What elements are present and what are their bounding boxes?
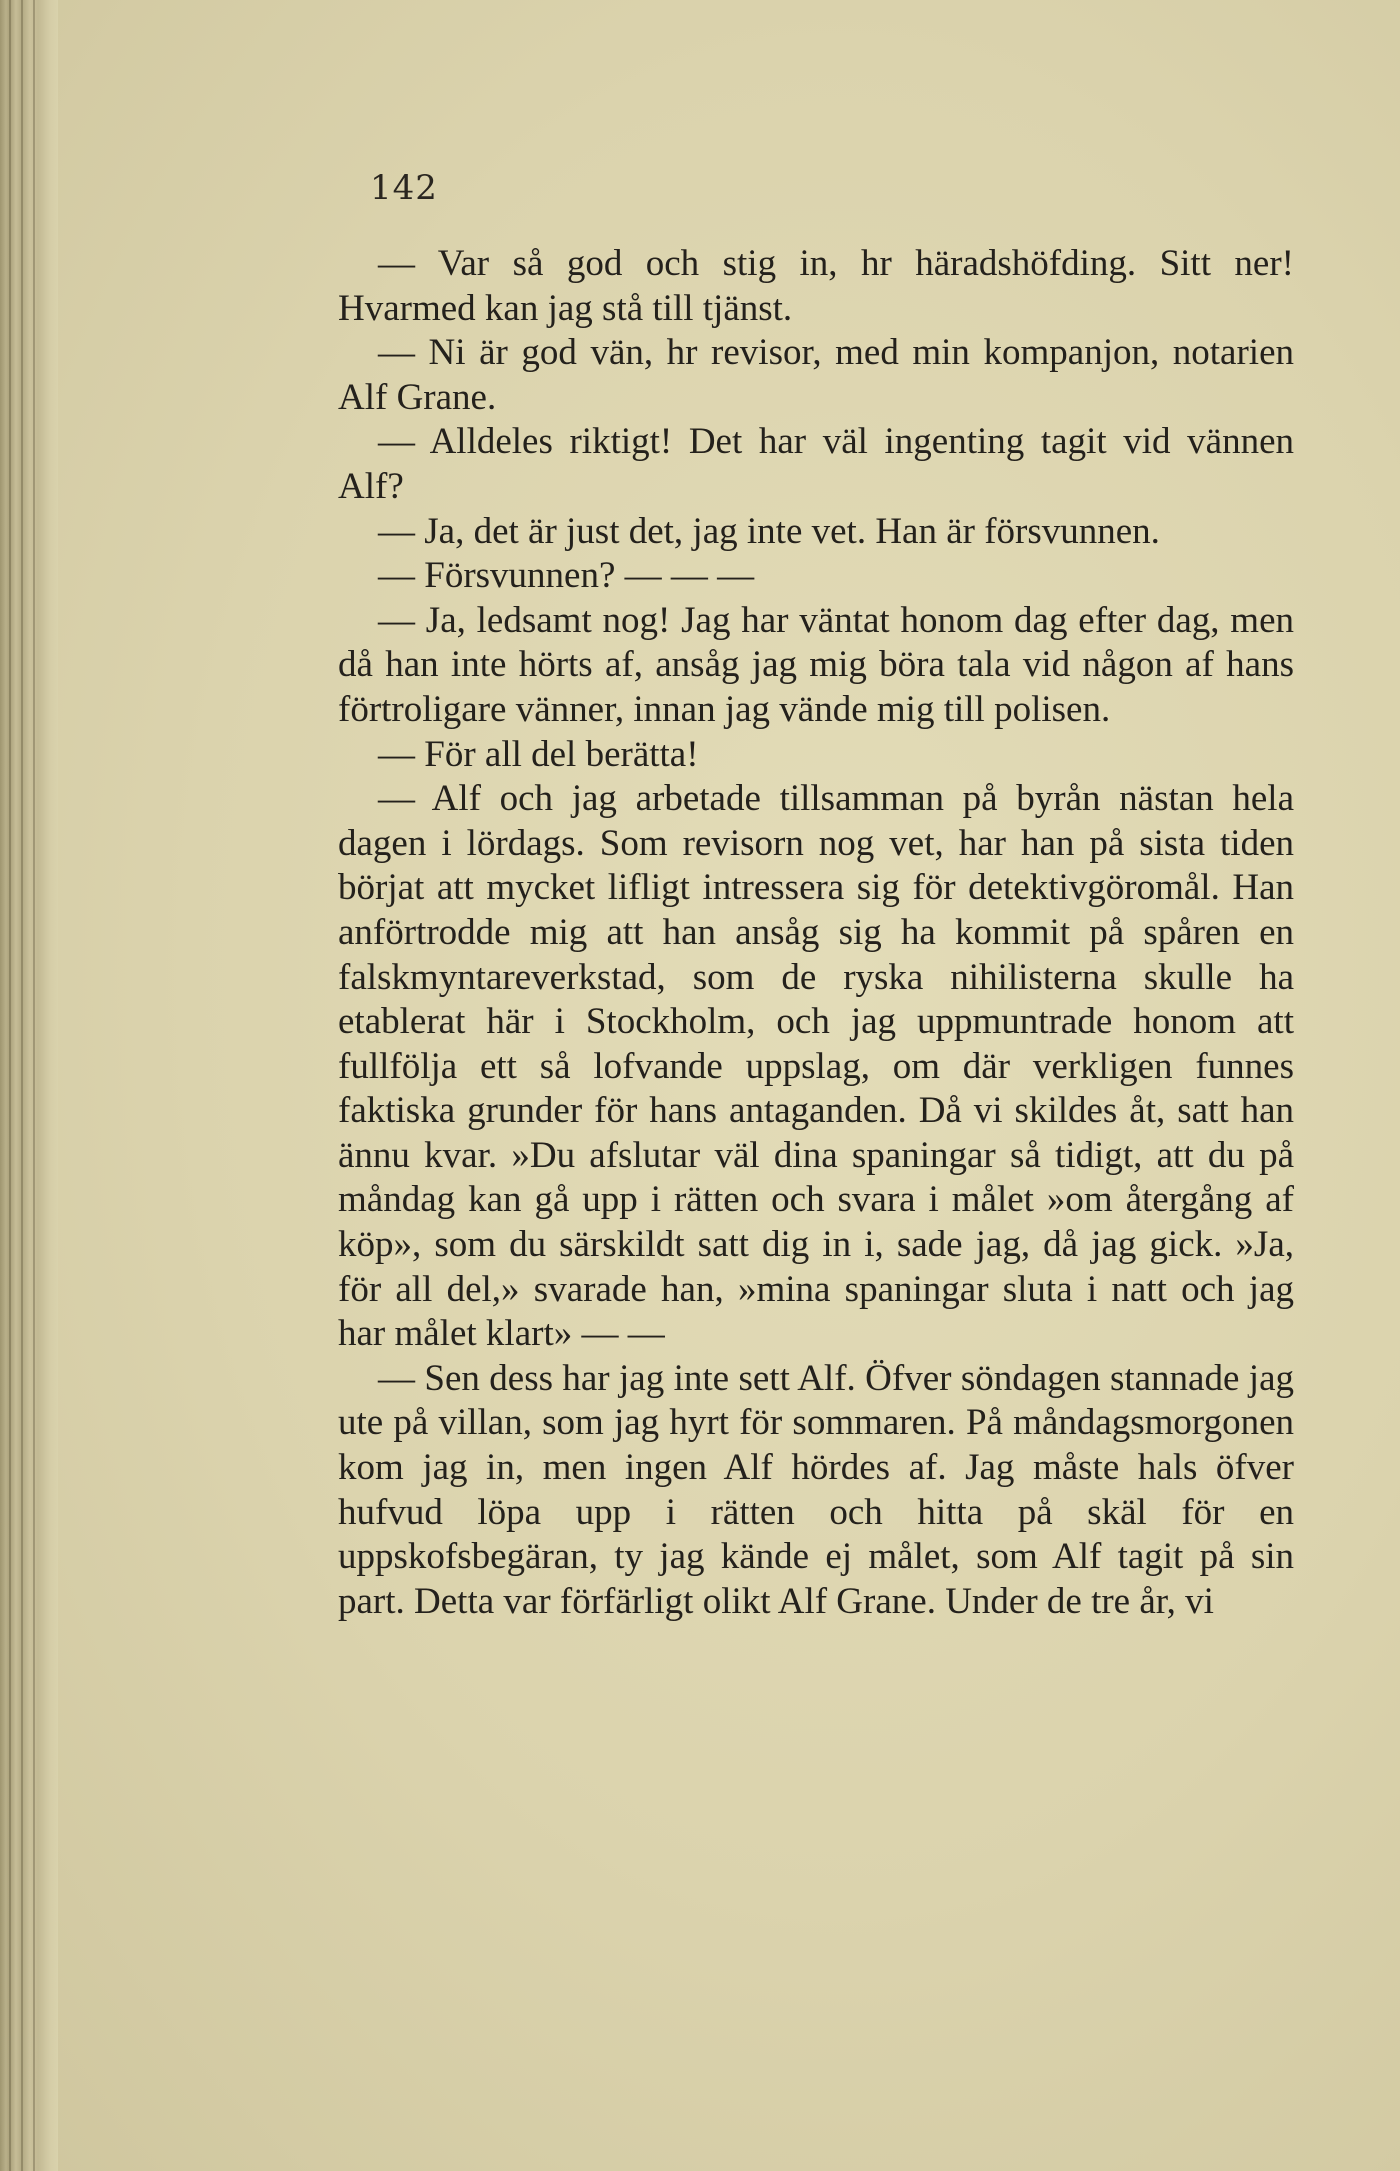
paragraph: — Försvunnen? — — — [378,555,755,597]
paragraph: — Alldeles riktigt! Det har väl ingenting tagit vid vännen Alf? [338,421,1294,507]
paragraph: — Ja, ledsamt nog! Jag har väntat honom dag efter dag, men då han inte hörts af, ansåg jag mig böra tala vid någon af hans förtroligare vänner, innan jag vände mig till polisen. [338,599,1294,730]
binding-line [33,0,35,2171]
paragraph: — Var så god och stig in, hr häradshöfding. Sitt ner! Hvarmed kan jag stå till tjänst. [338,243,1294,329]
paragraph: — Alf och jag arbetade tillsamman på byrån nästan hela dagen i lördags. Som revisorn nog vet, har han på sista tiden börjat att mycket lifligt intressera sig för detektivgöromål. Han anförtrodde mig att han ansåg sig ha kommit på spåren en falskmyntareverkstad, som de ryska nihilisterna skulle ha etablerat här i Stockholm, och jag uppmuntrade honom att fullfölja ett så lofvande uppslag, om där verkligen funnes faktiska grunder för hans antaganden. Då vi skildes åt, satt han ännu kvar. »Du afslutar väl dina spaningar så tidigt, att du på måndag kan gå upp i rätten och svara i målet »om återgång af köp», som du särskildt satt dig in i, sade jag, då jag gick. »Ja, för all del,» svarade han, »mina spaningar sluta i natt och jag har målet klart» — — [338,778,1294,1355]
paragraph: — För all del berätta! [378,733,699,775]
page-text [338,242,1294,1624]
paragraph: — Ja, det är just det, jag inte vet. Han är försvunnen. [378,510,1160,552]
paragraph: — Ni är god vän, hr revisor, med min kompanjon, notarien Alf Grane. [338,332,1294,418]
binding-line [9,0,11,2171]
page-number: 142 [370,168,438,208]
paragraph: — Sen dess har jag inte sett Alf. Öfver söndagen stannade jag ute på villan, som jag hyrt för sommaren. På måndagsmorgonen kom jag in, men ingen Alf hördes af. Jag måste hals öfver hufvud löpa upp i rätten och hitta på skäl för en uppskofsbegäran, ty jag kände ej målet, som Alf tagit på sin part. Detta var förfärligt olikt Alf Grane. Under de tre år, vi [338,1357,1294,1622]
binding-line [21,0,23,2171]
